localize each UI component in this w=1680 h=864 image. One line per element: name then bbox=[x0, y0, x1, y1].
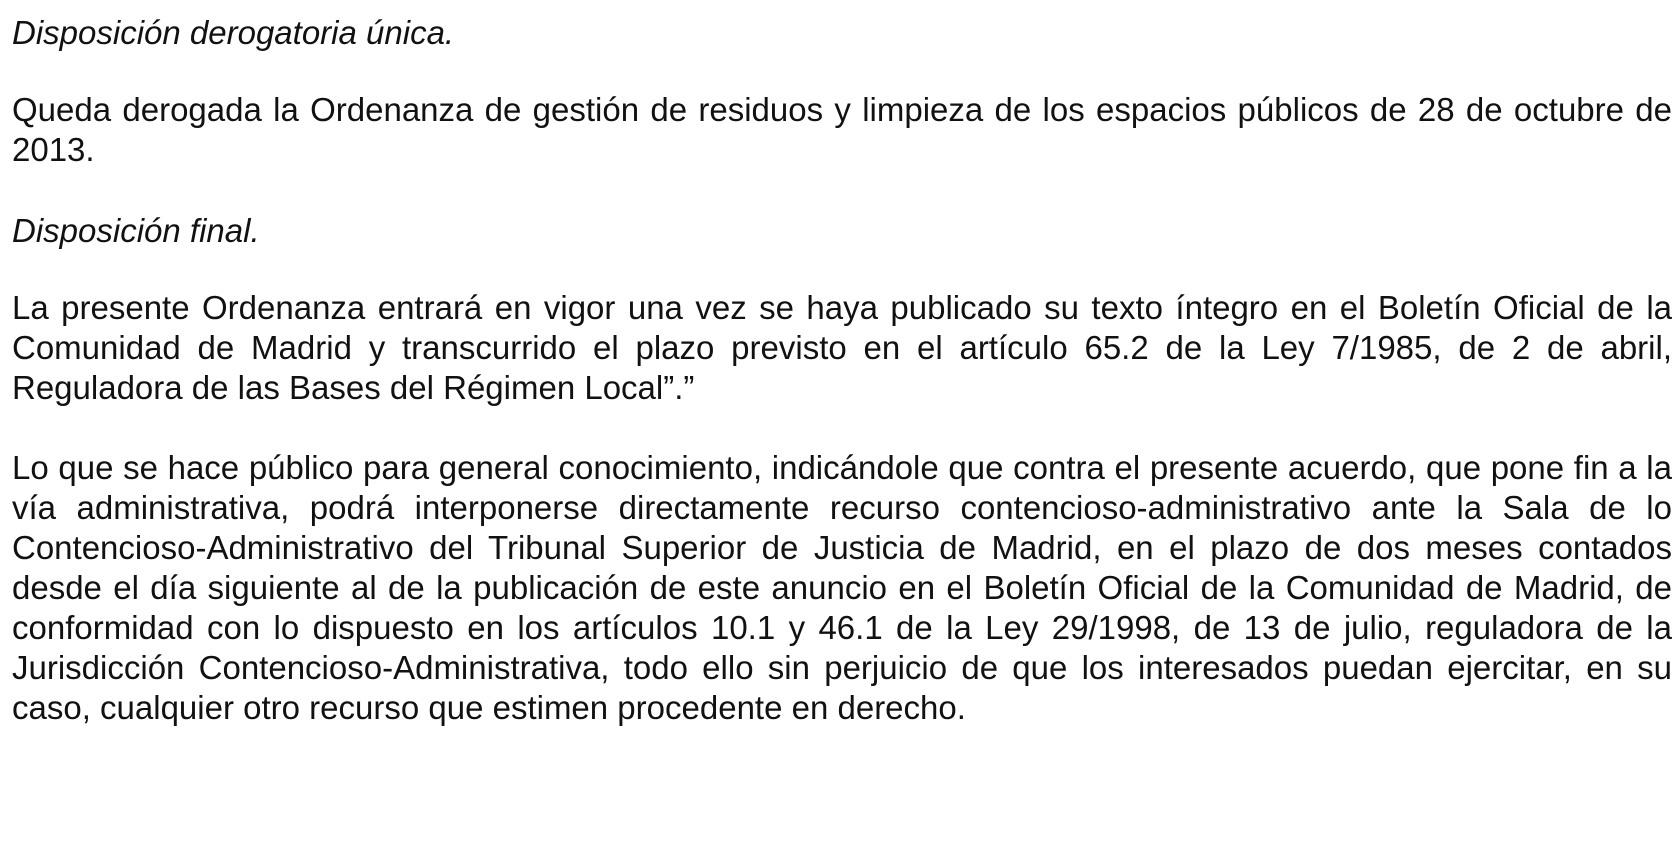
spacer bbox=[12, 252, 1672, 288]
paragraph-public-notice: Lo que se hace público para general conocimiento, indicándole que contra el presente acuerdo, que pone fin a la vía administrativa, podrá interponerse directamente recurso contencioso-administrativo ante la Sala de lo Contencioso-Administrativo del Tribunal Superior de Justicia de Madrid, en el plazo de dos meses contados desde el día siguiente al de la publicación de este anuncio en el Boletín Oficial de la Comunidad de Madrid, de conformidad con lo dispuesto en los artículos 10.1 y 46.1 de la Ley 29/1998, de 13 de julio, reguladora de la Jurisdicción Contencioso-Administrativa, todo ello sin perjuicio de que los interesados puedan ejercitar, en su caso, cualquier otro recurso que estimen procedente en derecho. bbox=[12, 449, 1672, 726]
document-body bbox=[12, 12, 1672, 728]
paragraph-entry-into-force: La presente Ordenanza entrará en vigor una vez se haya publicado su texto íntegro en el Boletín Oficial de la Comunidad de Madrid y transcurrido el plazo previsto en el artículo 65.2 de la Ley 7/1985, de 2 de abril, Reguladora de las Bases del Régimen Local”.” bbox=[12, 289, 1672, 406]
heading-final-provision: Disposición final. bbox=[12, 212, 260, 249]
spacer bbox=[12, 408, 1672, 448]
paragraph-derogation: Queda derogada la Ordenanza de gestión de residuos y limpieza de los espacios públicos de 28 de octubre de 2013. bbox=[12, 91, 1672, 168]
spacer bbox=[12, 54, 1672, 90]
spacer bbox=[12, 170, 1672, 210]
heading-derogatory-provision: Disposición derogatoria única. bbox=[12, 14, 455, 51]
